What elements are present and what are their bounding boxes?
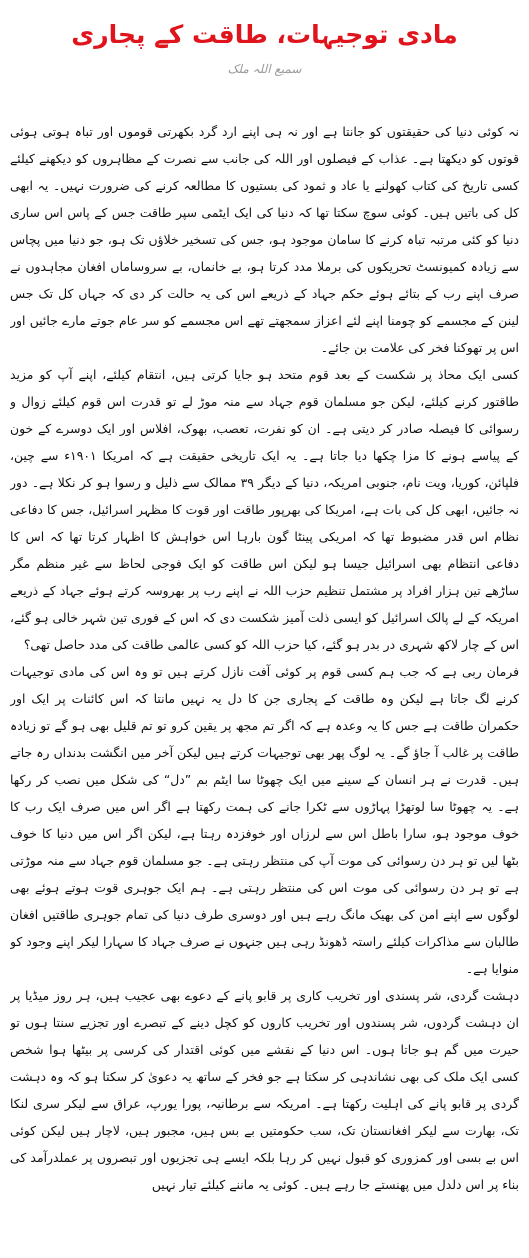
paragraph-2: کسی ایک محاذ پر شکست کے بعد قوم متحد ہو جایا کرتی ہیں، انتقام کیلئے، اپنے آپ کو مزید طاقتور کرنے کیلئے، لیکن جو مسلمان قوم جہاد سے منہ موڑ لے تو قدرت اس قوم کیلئے زوال و رسوائی کا فیصلہ صادر کر دیتی ہے۔ ان کو نفرت، تعصب، بھوک، افلاس اور ایک دوسرے کے خون کے پیاسے ہونے کا مزا چکھا دیا جاتا ہے۔ یہ ایک تاریخی حقیقت ہے کہ امریکا ۱۹۰۱ء سے چین، فلپائن، کوریا، ویت نام، جنوبی امریکہ، دنیا کے دیگر ۳۹ ممالک سے ذلیل و رسوا ہو کر نکلا ہے۔ دور نہ جائیں، ابھی کل کی بات ہے، امریکا کی بھرپور طاقت اور قوت کا مظہر اسرائیل، جس کا دفاعی نظام اس قدر مضبوط تھا کہ امریکی پینٹا گون بارہا اس خواہش کا اظہار کرتا تھا کہ اس کا دفاعی انتظام بھی اسرائیل جیسا ہو لیکن اس طاقت کو ایک فوجی لحاظ سے غیر منظم مگر ساڑھے تین ہزار افراد پر مشتمل تنظیم حزب اللہ نے اپنے رب پر بھروسہ کرتے ہوئے جہاد کے ذریعے امریکہ کے لے پالک اسرائیل کو ایسی ذلت آمیز شکست دی کہ اس کے فوری تین شہر خالی ہو گئے، اس کے چار لاکھ شہری در بدر ہو گئے، کیا حزب اللہ کو کسی عالمی طاقت کی مدد حاصل تھی؟ xyxy=(10,367,519,652)
article-body xyxy=(10,118,519,1252)
paragraph-4: دہشت گردی، شر پسندی اور تخریب کاری پر قابو پانے کے دعوے بھی عجیب ہیں، ہر روز میڈیا پر ان دہشت گردوں، شر پسندوں اور تخریب کاروں کو کچل دینے کے تبصرے اور تجزیے سنتا ہوں تو حیرت میں گم ہو جاتا ہوں۔ اس دنیا کے نقشے میں کوئی اقتدار کی کرسی پر بیٹھا ہوا شخص کسی ایک ملک کی بھی نشاندہی کر سکتا ہے جو فخر کے ساتھ یہ دعویٰ کر سکتا ہو کہ وہ دہشت گردی پر قابو پانے کی اہلیت رکھتا ہے۔ امریکہ سے برطانیہ، پورا یورپ، عراق سے لیکر سری لنکا تک، بھارت سے لیکر افغانستان تک، سب حکومتیں بے بس ہیں، مجبور ہیں، لاچار ہیں لیکن کوئی اس بے بسی اور کمزوری کو قبول نہیں کر رہا بلکہ ایسے ہی تجزیوں اور تبصروں پر عملدرآمد کی بناء پر اس دلدل میں پھنستے جا رہے ہیں۔ کوئی یہ ماننے کیلئے تیار نہیں xyxy=(10,988,519,1192)
author-signature: سمیع اللہ ملک xyxy=(227,62,302,76)
paragraph-3: فرمان ربی ہے کہ جب ہم کسی قوم پر کوئی آفت نازل کرتے ہیں تو وہ اس کی مادی توجیہات کرنے لگ جاتا ہے لیکن وہ طاقت کے پجاری جن کا دل یہ نہیں مانتا کہ اس کائنات پر ایک اور حکمران طاقت ہے جس کا یہ وعدہ ہے کہ اگر تم مجھ پر یقین کرو تو تم قلیل بھی ہو گے تو زیادہ طاقت پر غالب آ جاؤ گے۔ یہ لوگ پھر بھی توجیہات کرتے ہیں لیکن آخر میں انگشت بدنداں رہ جاتے ہیں۔ قدرت نے ہر انسان کے سینے میں ایک چھوٹا سا ایٹم بم ”دل“ کی شکل میں نصب کر رکھا ہے۔ یہ چھوٹا سا لوتھڑا پہاڑوں سے ٹکرا جانے کی ہمت رکھتا ہے اگر اس میں صرف ایک رب کا خوف موجود ہو، سارا باطل اس سے لرزاں اور خوفزدہ رہتا ہے، لیکن اگر اس میں دنیا کا خوف بٹھا لیں تو ہر دن رسوائی کی موت آپ کی منتظر رہتی ہے۔ جو مسلمان قوم جہاد سے منہ موڑتی ہے تو ہر دن رسوائی کی موت اس کی منتظر رہتی ہے۔ ہم ایک جوہری قوت ہوتے ہوئے بھی لوگوں سے اپنے امن کی بھیک مانگ رہے ہیں اور دوسری طرف دنیا کی تمام جوہری طاقتیں افغان طالبان سے مذاکرات کیلئے راستہ ڈھونڈ رہی ہیں جنہوں نے صرف جہاد کا سہارا لیکر اپنے وجود کو منوایا ہے۔ xyxy=(10,664,519,976)
article-title: مادی توجیہات، طاقت کے پجاری xyxy=(71,20,458,49)
paragraph-1: نہ کوئی دنیا کی حقیقتوں کو جانتا ہے اور نہ ہی اپنے ارد گرد بکھرتی قوموں اور تباہ ہوتی ہوئی قوتوں کو دیکھتا ہے۔ عذاب کے فیصلوں اور اللہ کی جانب سے نصرت کے مظاہروں کو دیکھنے کیلئے کسی تاریخ کی کتاب کھولنے یا عاد و ثمود کی بستیوں کا مطالعہ کرنے کی ضرورت نہیں۔ یہ ابھی کل کی باتیں ہیں۔ کوئی سوچ سکتا تھا کہ دنیا کی ایک ایٹمی سپر طاقت جس کے پاس اس ساری دنیا کو کئی مرتبہ تباہ کرنے کا سامان موجود ہو، جس کی تسخیر خلاؤں تک ہو، جو دنیا میں پچاس سے زیادہ کمیونسٹ تحریکوں کی برملا مدد کرتا ہو، بے خانماں، بے سروساماں افغان مجاہدوں نے صرف اپنے رب کے بتائے ہوئے حکم جہاد کے ذریعے اس کی یہ حالت کر دی کہ جہاں کل تک جس لینن کے مجسمے کو چومنا اپنے لئے اعزاز سمجھتے تھے اس مجسمے کو سر عام جوتے مارے جائیں اور اس پر تھوکنا فخر کی علامت بن جائے۔ xyxy=(10,124,519,355)
